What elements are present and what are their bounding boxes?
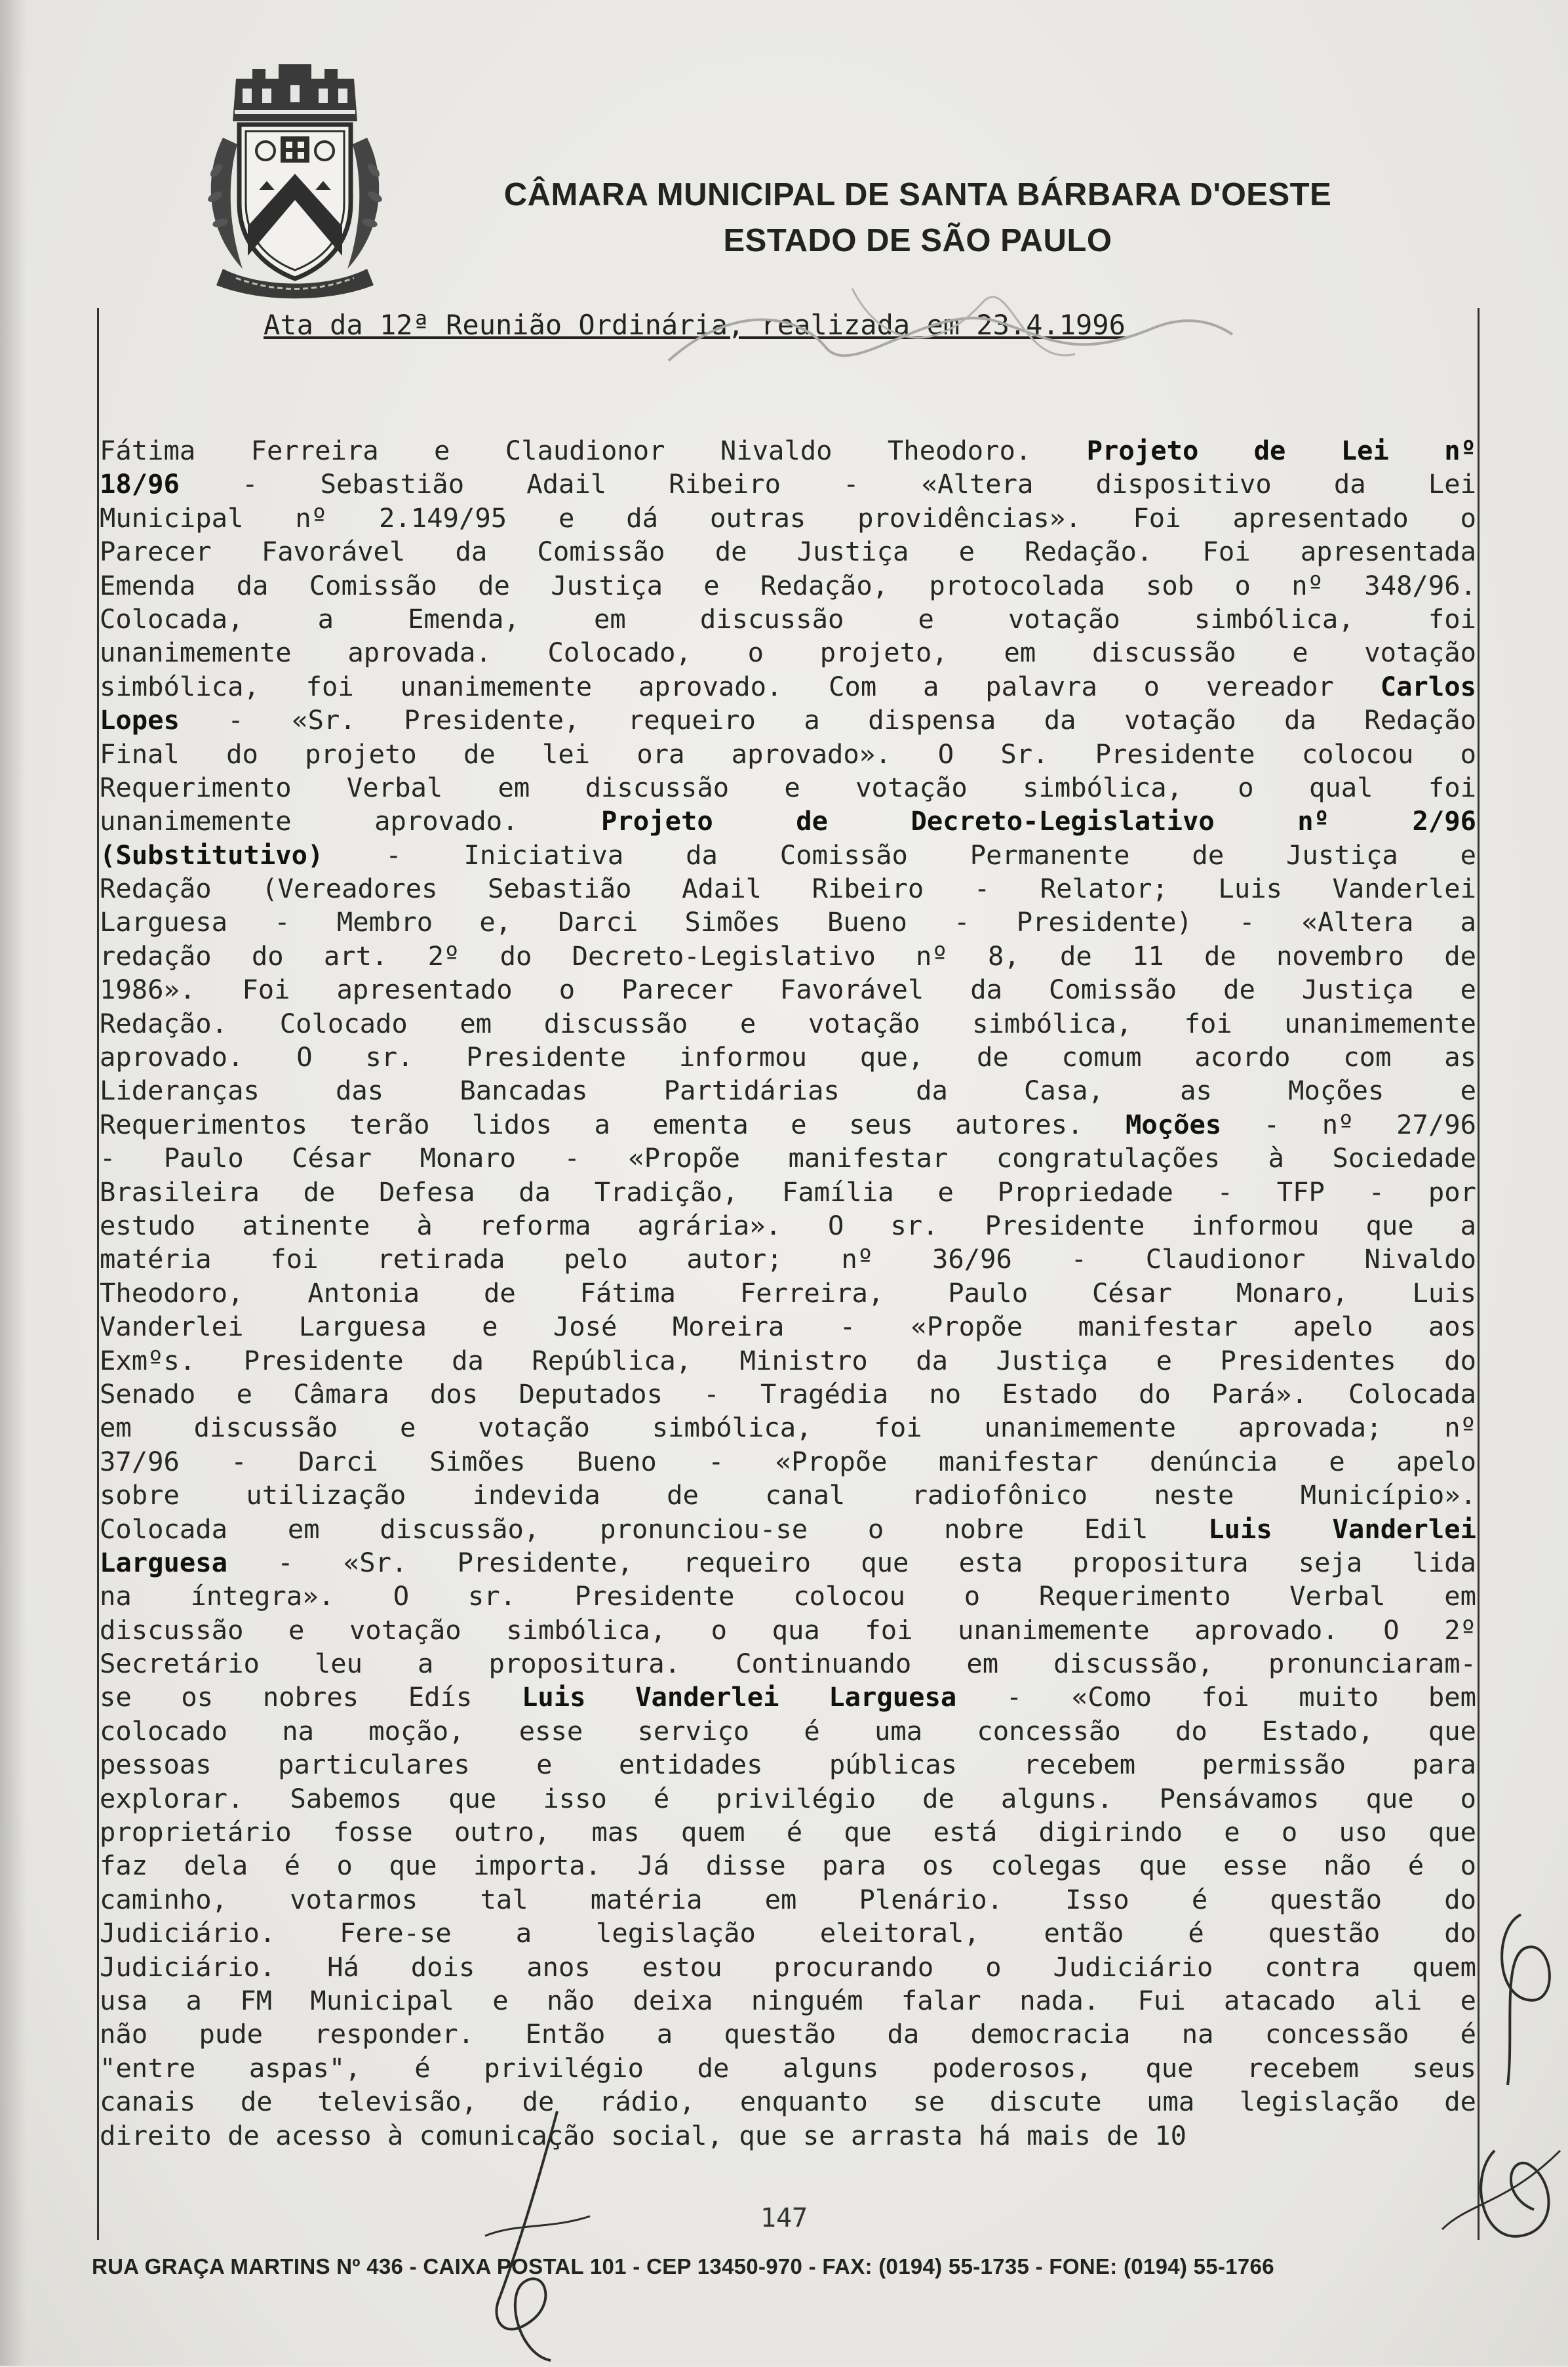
body-line: em discussão e votação simbólica, foi unanimemente aprovada; nº [100,1412,1476,1444]
body-line: Emenda da Comissão de Justiça e Redação, protocolada sob o nº 348/96. [100,569,1476,601]
body-line: Redação. Colocado em discussão e votação simbólica, foi unanimemente [100,1007,1476,1039]
body-line: Larguesa - «Sr. Presidente, requeiro que esta propositura seja lida [100,1546,1476,1578]
address-footer: RUA GRAÇA MARTINS Nº 436 - CAIXA POSTAL 101 - CEP 13450-970 - FAX: (0194) 55-1735 - FONE: (0194) 55-1766 [92,2254,1274,2278]
letterhead [459,172,1377,264]
left-margin-rule [97,308,99,2240]
body-line: redação do art. 2º do Decreto-Legislativo nº 8, de 11 de novembro de [100,940,1476,972]
minutes-body-text [100,434,1476,2153]
body-line: Municipal nº 2.149/95 e dá outras providências». Foi apresentado o [100,502,1476,534]
body-line: 18/96 - Sebastião Adail Ribeiro - «Altera dispositivo da Lei [100,468,1476,500]
body-line: discussão e votação simbólica, o qua foi unanimemente aprovado. O 2º [100,1614,1476,1646]
body-line: colocado na moção, esse serviço é uma concessão do Estado, que [100,1715,1476,1747]
body-line: Redação (Vereadores Sebastião Adail Ribeiro - Relator; Luis Vanderlei [100,873,1476,905]
body-line: estudo atinente à reforma agrária». O sr. Presidente informou que a [100,1209,1476,1241]
body-line: Vanderlei Larguesa e José Moreira - «Propõe manifestar apelo aos [100,1311,1476,1343]
body-line: aprovado. O sr. Presidente informou que, de comum acordo com as [100,1041,1476,1073]
body-line: simbólica, foi unanimemente aprovado. Com a palavra o vereador Carlos [100,670,1476,702]
right-margin-rule [1478,308,1480,2240]
body-line: Senado e Câmara dos Deputados - Tragédia no Estado do Pará». Colocada [100,1378,1476,1410]
body-line: não pude responder. Então a questão da democracia na concessão é [100,2018,1476,2050]
body-line: unanimemente aprovada. Colocado, o projeto, em discussão e votação [100,637,1476,669]
body-line: usa a FM Municipal e não deixa ninguém falar nada. Fui atacado ali e [100,1984,1476,2016]
minutes-title: Ata da 12ª Reunião Ordinária, realizada em 23.4.1996 [264,309,1126,341]
body-line: Brasileira de Defesa da Tradição, Família e Propriedade - TFP - por [100,1176,1476,1208]
body-line: Judiciário. Fere-se a legislação eleitoral, então é questão do [100,1917,1476,1949]
body-line: unanimemente aprovado. Projeto de Decreto-Legislativo nº 2/96 [100,805,1477,837]
body-line: Fátima Ferreira e Claudionor Nivaldo Theodoro. Projeto de Lei nº [100,435,1476,466]
body-line: canais de televisão, de rádio, enquanto se discute uma legislação de [100,2086,1476,2118]
coat-of-arms-emblem [197,59,393,302]
body-line: Theodoro, Antonia de Fátima Ferreira, Paulo César Monaro, Luis [100,1277,1476,1309]
body-line: faz dela é o que importa. Já disse para os colegas que esse não é o [100,1850,1476,1882]
body-line: Final do projeto de lei ora aprovado». O Sr. Presidente colocou o [100,738,1476,770]
letterhead-line-1: CÂMARA MUNICIPAL DE SANTA BÁRBARA D'OESTE [503,177,1332,212]
body-line: Exmºs. Presidente da República, Ministro da Justiça e Presidentes do [100,1344,1476,1376]
body-line: 1986». Foi apresentado o Parecer Favorável da Comissão de Justiça e [100,974,1476,1006]
body-line: Colocada em discussão, pronunciou-se o nobre Edil Luis Vanderlei [100,1513,1476,1545]
body-line: sobre utilização indevida de canal radiofônico neste Município». [100,1479,1476,1511]
body-line: explorar. Sabemos que isso é privilégio de alguns. Pensávamos que o [100,1782,1476,1814]
body-line: (Substitutivo) - Iniciativa da Comissão Permanente de Justiça e [100,839,1476,871]
page-number: 147 [760,2203,808,2233]
body-line: Lideranças das Bancadas Partidárias da Casa, as Moções e [100,1075,1476,1107]
letterhead-line-2: ESTADO DE SÃO PAULO [723,223,1112,258]
body-line: Colocada, a Emenda, em discussão e votação simbólica, foi [100,603,1476,635]
body-line: Judiciário. Há dois anos estou procurando o Judiciário contra quem [100,1951,1476,1983]
body-line: Requerimento Verbal em discussão e votação simbólica, o qual foi [100,771,1476,803]
body-line: Requerimentos terão lidos a ementa e seus autores. Moções - nº 27/96 [100,1108,1476,1140]
body-line: matéria foi retirada pelo autor; nº 36/96 - Claudionor Nivaldo [100,1243,1476,1275]
body-line: - Paulo César Monaro - «Propõe manifestar congratulações à Sociedade [100,1142,1476,1174]
body-line: Secretário leu a propositura. Continuando em discussão, pronunciaram- [100,1648,1476,1680]
body-line: direito de acesso à comunicação social, que se arrasta há mais de 10 [100,2119,1187,2151]
body-line: na íntegra». O sr. Presidente colocou o Requerimento Verbal em [100,1580,1476,1612]
body-line: se os nobres Edís Luis Vanderlei Larguesa - «Como foi muito bem [100,1681,1476,1713]
body-line: caminho, votarmos tal matéria em Plenário. Isso é questão do [100,1883,1476,1915]
body-line: Larguesa - Membro e, Darci Simões Bueno - Presidente) - «Altera a [100,906,1476,938]
body-line: "entre aspas", é privilégio de alguns poderosos, que recebem seus [100,2052,1476,2084]
body-line: proprietário fosse outro, mas quem é que está digirindo e o uso que [100,1816,1476,1848]
body-line: Parecer Favorável da Comissão de Justiça e Redação. Foi apresentada [100,536,1476,568]
scan-edge-shadow [0,0,26,2366]
body-line: 37/96 - Darci Simões Bueno - «Propõe manifestar denúncia e apelo [100,1445,1476,1477]
body-line: Lopes - «Sr. Presidente, requeiro a dispensa da votação da Redação [100,704,1476,736]
body-line: pessoas particulares e entidades públicas recebem permissão para [100,1749,1476,1781]
